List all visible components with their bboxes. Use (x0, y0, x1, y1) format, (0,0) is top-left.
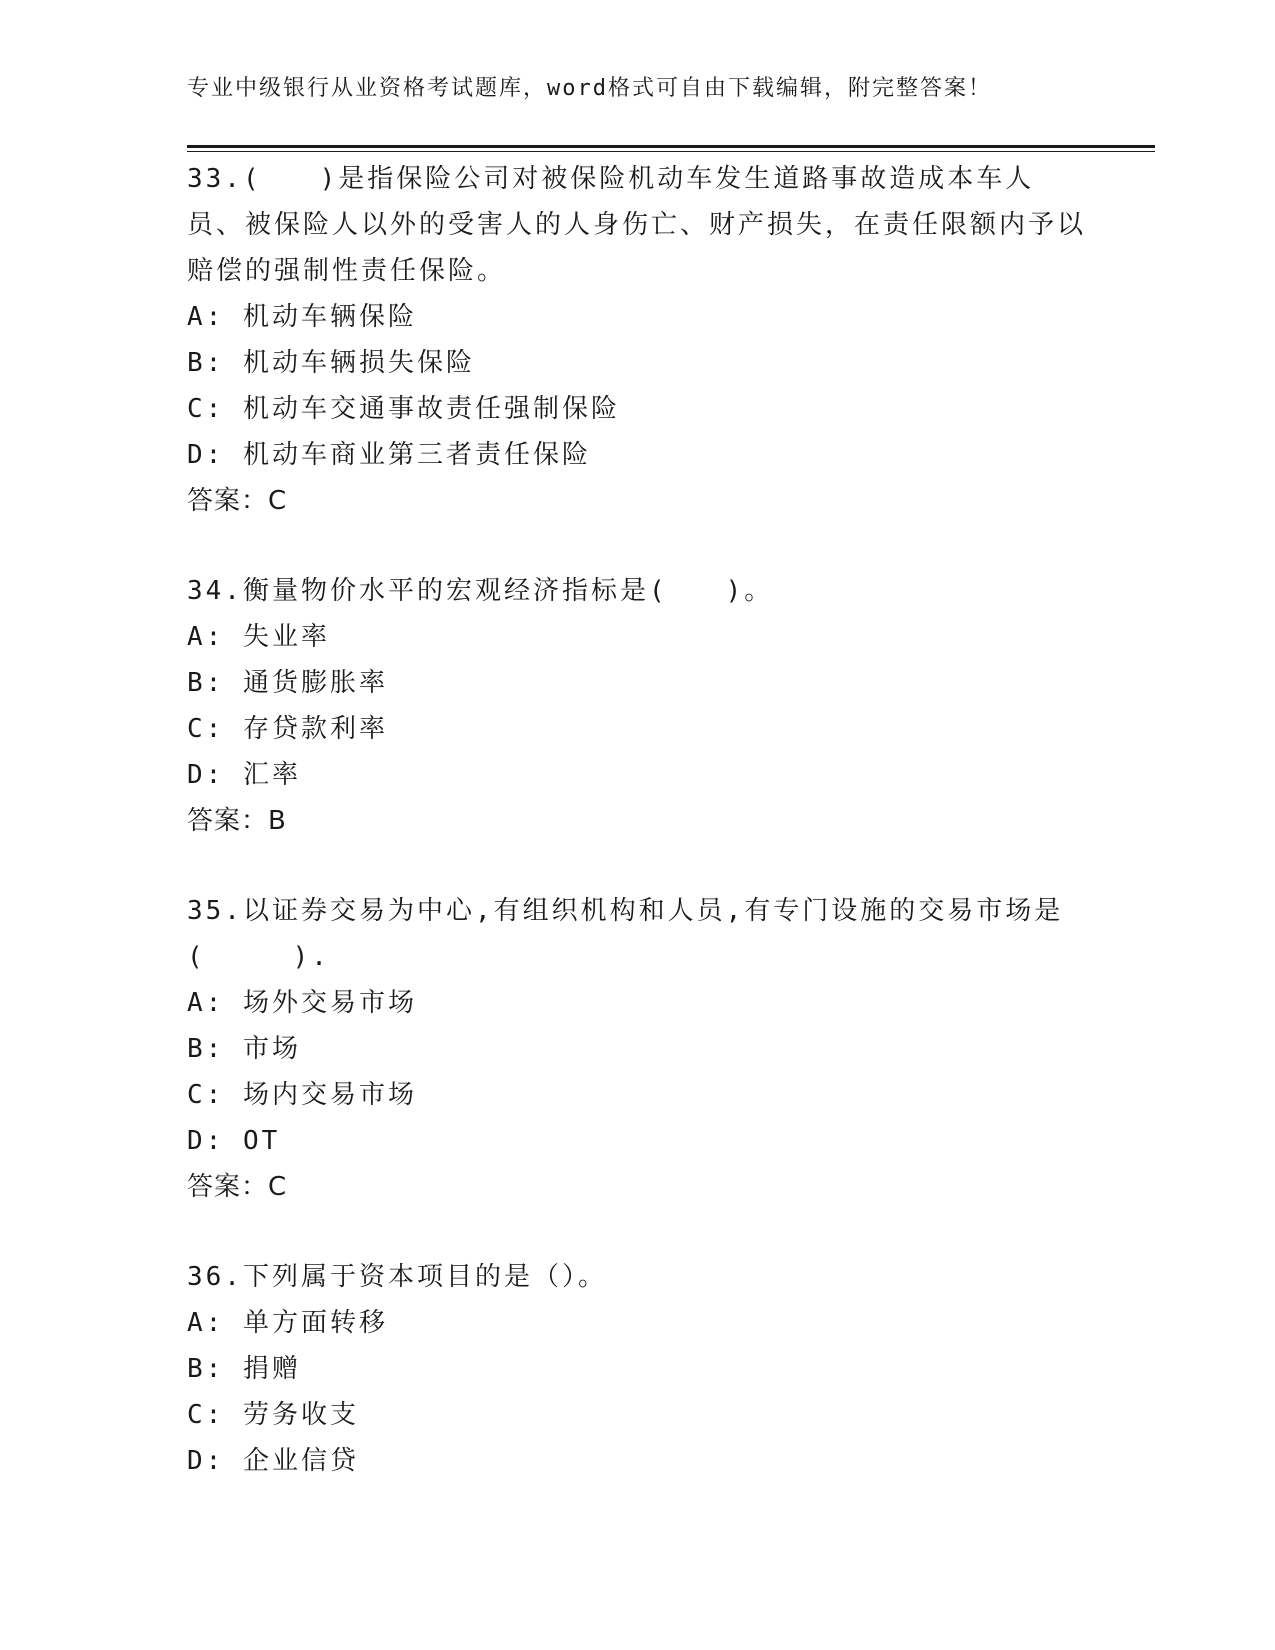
option-a: A: 机动车辆保险 (187, 302, 417, 332)
option-d: D: 汇率 (187, 760, 301, 790)
question-34 (187, 568, 1087, 844)
question-stem: 33.( )是指保险公司对被保险机动车发生道路事故造成本车人员、被保险人以外的受害人的人身伤亡、财产损失，在责任限额内予以赔偿的强制性责任保险。 (187, 164, 1087, 286)
option-d: D: OT (187, 1126, 281, 1156)
option-b: B: 通货膨胀率 (187, 668, 388, 698)
page-header: 专业中级银行从业资格考试题库，word格式可自由下载编辑，附完整答案！ (187, 76, 992, 101)
question-stem: 34.衡量物价水平的宏观经济指标是( )。 (187, 576, 774, 606)
option-c: C: 场内交易市场 (187, 1080, 417, 1110)
answer-line: 答案：C (187, 486, 288, 516)
option-c: C: 劳务收支 (187, 1400, 359, 1430)
option-b: B: 捐赠 (187, 1354, 301, 1384)
question-33 (187, 156, 1087, 524)
option-d: D: 企业信贷 (187, 1446, 359, 1476)
answer-line: 答案：C (187, 1172, 288, 1202)
option-c: C: 机动车交通事故责任强制保险 (187, 394, 620, 424)
option-c: C: 存贷款利率 (187, 714, 388, 744)
option-a: A: 失业率 (187, 622, 330, 652)
question-stem: 36.下列属于资本项目的是（）。 (187, 1262, 607, 1292)
option-a: A: 单方面转移 (187, 1308, 388, 1338)
question-stem: 35.以证券交易为中心,有组织机构和人员,有专门设施的交易市场是( ). (187, 896, 1064, 972)
header-rule-thick (187, 145, 1155, 148)
question-list (187, 156, 1087, 1528)
option-a: A: 场外交易市场 (187, 988, 417, 1018)
question-36 (187, 1254, 1087, 1484)
option-b: B: 机动车辆损失保险 (187, 348, 475, 378)
option-b: B: 市场 (187, 1034, 301, 1064)
option-d: D: 机动车商业第三者责任保险 (187, 440, 591, 470)
header-rule-thin (187, 151, 1155, 152)
question-35 (187, 888, 1087, 1210)
answer-line: 答案：B (187, 806, 287, 836)
